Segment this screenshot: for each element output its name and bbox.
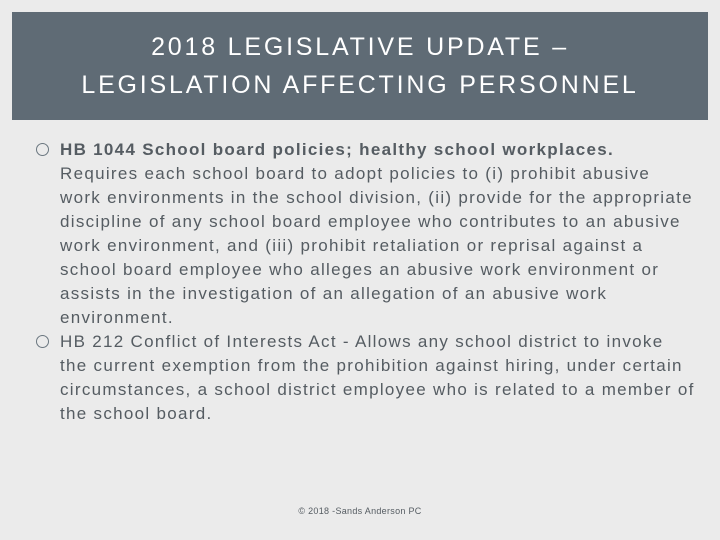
bullet-item-hb1044 [36, 138, 696, 330]
circle-bullet-icon [36, 335, 49, 348]
bullet-body: HB 212 Conflict of Interests Act - Allows any school district to invoke the current exemption from the prohibition against hiring, under certain circumstances, a school district employee who is related to a member of the school board. [60, 332, 695, 423]
bullet-body: Requires each school board to adopt policies to (i) prohibit abusive work environments in the school division, (ii) provide for the appropriate discipline of any school board employee who contributes to an abusive work environment, and (iii) prohibit retaliation or reprisal against a school board employee who alleges an abusive work environment or assists in the investigation of an allegation of an abusive work environment. [60, 164, 693, 327]
bullet-lead: HB 1044 School board policies; healthy school workplaces. [60, 140, 615, 159]
title-line-1: 2018 LEGISLATIVE UPDATE – [151, 33, 569, 61]
title-line-2: LEGISLATION AFFECTING PERSONNEL [81, 71, 639, 99]
bullet-item-hb212 [36, 330, 696, 426]
footer-copyright: © 2018 -Sands Anderson PC [298, 506, 422, 516]
circle-bullet-icon [36, 143, 49, 156]
title-bar [12, 12, 708, 120]
bullet-list [36, 138, 696, 426]
